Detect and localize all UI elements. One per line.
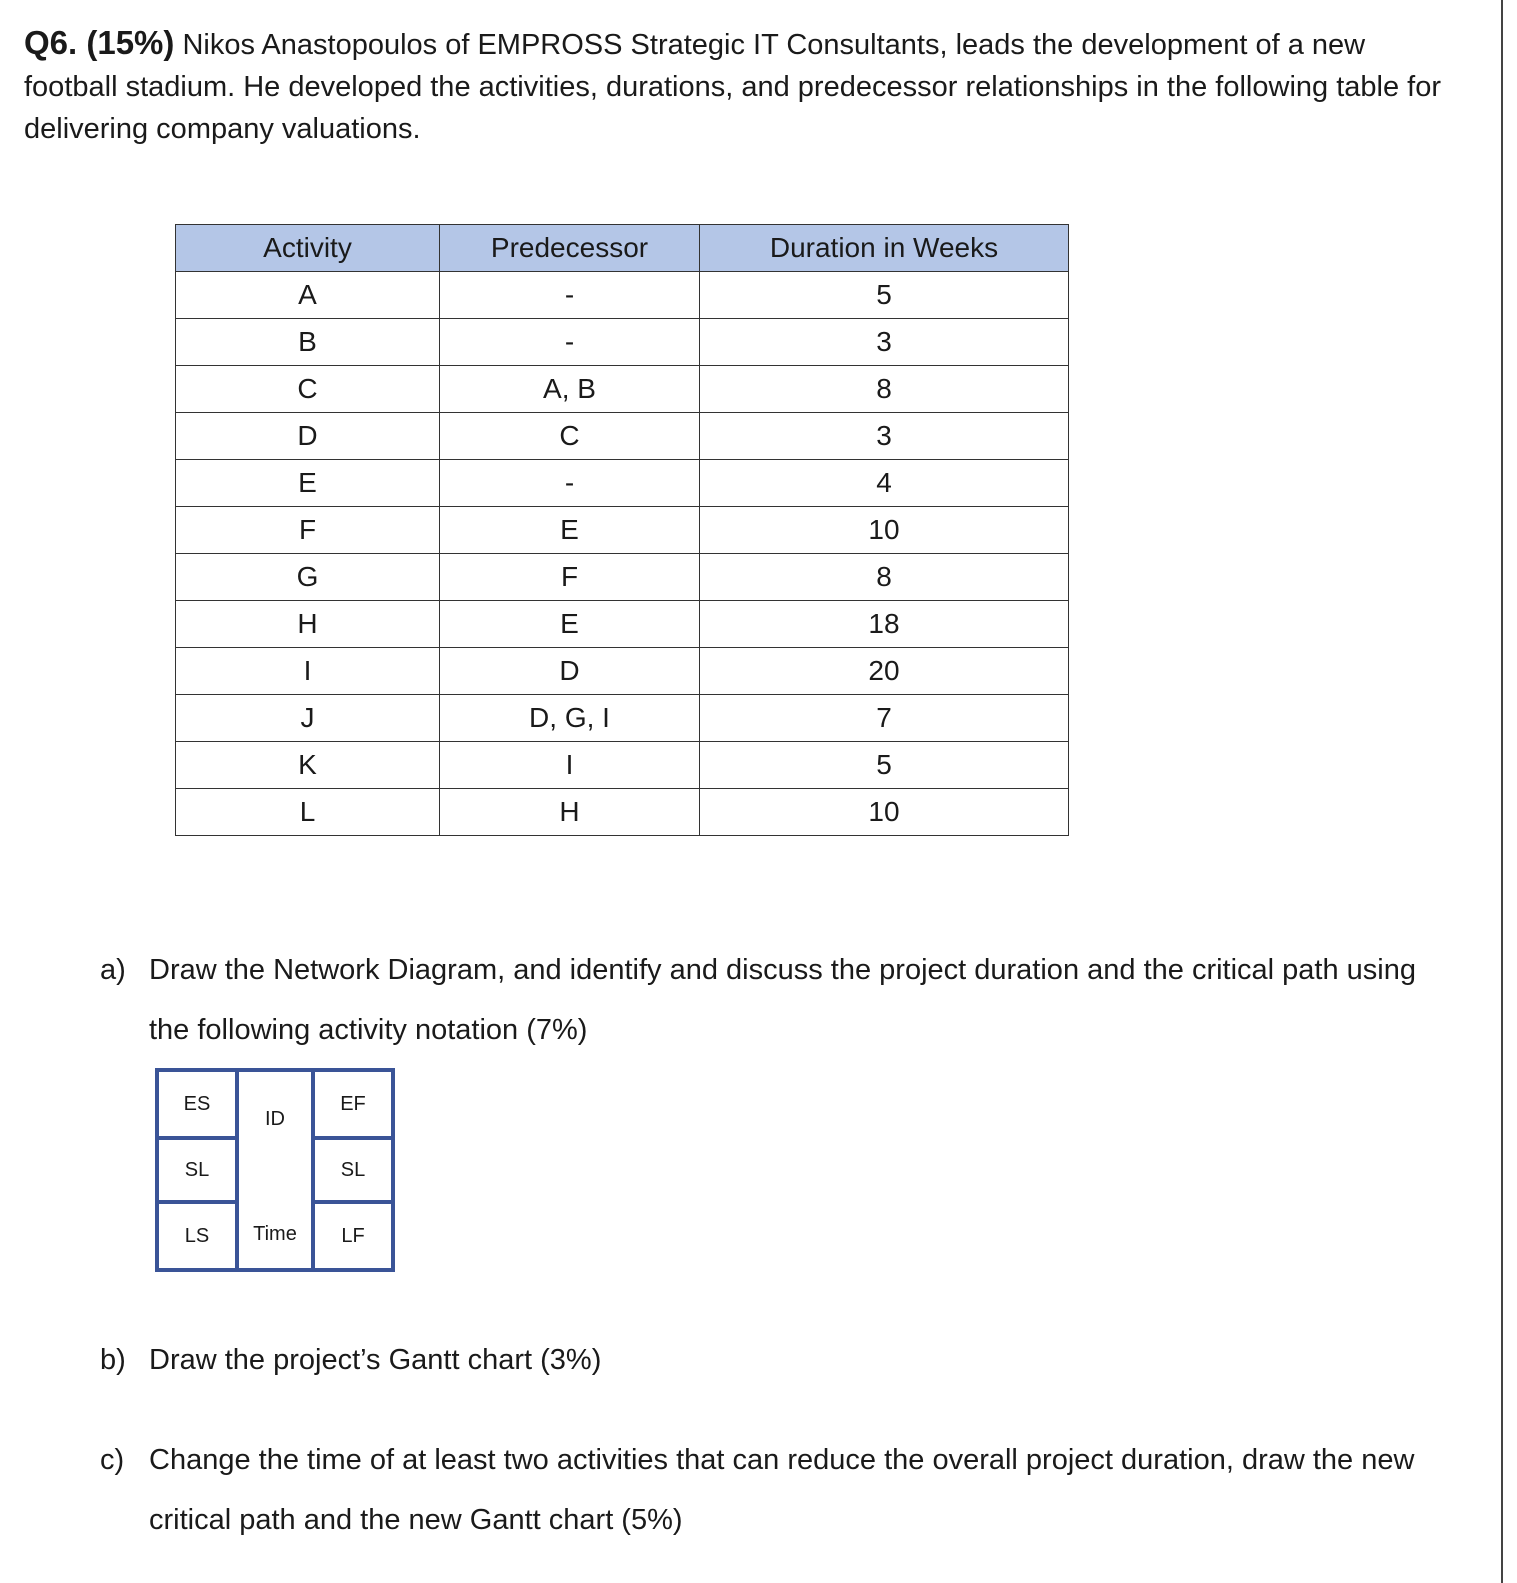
cell-activity: C bbox=[176, 366, 440, 413]
cell-activity: J bbox=[176, 695, 440, 742]
notation-es: ES bbox=[183, 1092, 211, 1115]
activity-table bbox=[175, 224, 1069, 836]
cell-duration: 8 bbox=[700, 366, 1069, 413]
question-c bbox=[100, 1430, 1500, 1550]
table-row bbox=[176, 695, 1069, 742]
notation-sl-right: SL bbox=[340, 1158, 366, 1181]
notation-sl-left: SL bbox=[184, 1158, 210, 1181]
cell-duration: 5 bbox=[700, 742, 1069, 789]
question-a-label: a) bbox=[100, 954, 126, 986]
table-row bbox=[176, 601, 1069, 648]
notation-time: Time bbox=[253, 1222, 297, 1245]
notation-lf: LF bbox=[341, 1224, 365, 1247]
header-duration: Duration in Weeks bbox=[700, 225, 1069, 272]
cell-activity: A bbox=[176, 272, 440, 319]
cell-duration: 7 bbox=[700, 695, 1069, 742]
cell-duration: 8 bbox=[700, 554, 1069, 601]
question-c-line1: Change the time of at least two activities that can reduce the overall project duration, draw the new bbox=[149, 1444, 1415, 1476]
question-c-line2: critical path and the new Gantt chart (5%) bbox=[149, 1504, 683, 1536]
notation-sl-right-box bbox=[311, 1136, 395, 1204]
notation-ef: EF bbox=[340, 1092, 366, 1115]
cell-predecessor: - bbox=[440, 319, 700, 366]
notation-ls-box bbox=[155, 1200, 239, 1272]
table-row bbox=[176, 460, 1069, 507]
question-c-label: c) bbox=[100, 1444, 125, 1476]
cell-duration: 3 bbox=[700, 413, 1069, 460]
question-b-line1: Draw the project’s Gantt chart (3%) bbox=[149, 1344, 602, 1376]
table-header-row bbox=[176, 225, 1069, 272]
cell-activity: D bbox=[176, 413, 440, 460]
table-row bbox=[176, 742, 1069, 789]
question-intro-text: Nikos Anastopoulos of EMPROSS Strategic IT Consultants, leads the development of a new football stadium. He developed the activities, durations, and predecessor relationships in the following table for delivering company valuations. bbox=[24, 29, 1441, 145]
notation-lf-box bbox=[311, 1200, 395, 1272]
cell-predecessor: D, G, I bbox=[440, 695, 700, 742]
cell-predecessor: E bbox=[440, 601, 700, 648]
activity-notation-diagram bbox=[155, 1068, 395, 1272]
cell-duration: 4 bbox=[700, 460, 1069, 507]
notation-time-box bbox=[235, 1200, 315, 1272]
table-row bbox=[176, 648, 1069, 695]
cell-duration: 20 bbox=[700, 648, 1069, 695]
table-row bbox=[176, 272, 1069, 319]
cell-predecessor: E bbox=[440, 507, 700, 554]
cell-duration: 18 bbox=[700, 601, 1069, 648]
cell-activity: H bbox=[176, 601, 440, 648]
notation-ls: LS bbox=[184, 1224, 210, 1247]
cell-predecessor: C bbox=[440, 413, 700, 460]
question-intro bbox=[24, 22, 1464, 150]
cell-activity: L bbox=[176, 789, 440, 836]
page-right-border bbox=[1501, 0, 1503, 1583]
notation-sl-left-box bbox=[155, 1136, 239, 1204]
table-row bbox=[176, 789, 1069, 836]
notation-ef-box bbox=[311, 1068, 395, 1140]
cell-predecessor: F bbox=[440, 554, 700, 601]
question-a-line2: the following activity notation (7%) bbox=[149, 1014, 588, 1046]
table-row bbox=[176, 366, 1069, 413]
cell-activity: K bbox=[176, 742, 440, 789]
table-row bbox=[176, 413, 1069, 460]
cell-predecessor: D bbox=[440, 648, 700, 695]
cell-predecessor: H bbox=[440, 789, 700, 836]
table-row bbox=[176, 319, 1069, 366]
cell-activity: I bbox=[176, 648, 440, 695]
table-row bbox=[176, 507, 1069, 554]
header-predecessor: Predecessor bbox=[440, 225, 700, 272]
cell-activity: F bbox=[176, 507, 440, 554]
cell-duration: 10 bbox=[700, 507, 1069, 554]
cell-predecessor: - bbox=[440, 272, 700, 319]
cell-duration: 5 bbox=[700, 272, 1069, 319]
question-a bbox=[100, 940, 1500, 1060]
cell-predecessor: - bbox=[440, 460, 700, 507]
notation-id: ID bbox=[265, 1108, 285, 1130]
cell-duration: 3 bbox=[700, 319, 1069, 366]
cell-activity: E bbox=[176, 460, 440, 507]
cell-activity: G bbox=[176, 554, 440, 601]
question-number: Q6. (15%) bbox=[24, 24, 175, 61]
cell-predecessor: I bbox=[440, 742, 700, 789]
notation-es-box bbox=[155, 1068, 239, 1140]
cell-duration: 10 bbox=[700, 789, 1069, 836]
question-b bbox=[100, 1330, 1500, 1390]
cell-predecessor: A, B bbox=[440, 366, 700, 413]
cell-activity: B bbox=[176, 319, 440, 366]
question-b-label: b) bbox=[100, 1344, 126, 1376]
header-activity: Activity bbox=[176, 225, 440, 272]
table-row bbox=[176, 554, 1069, 601]
question-a-line1: Draw the Network Diagram, and identify and discuss the project duration and the critical path using bbox=[149, 954, 1416, 986]
